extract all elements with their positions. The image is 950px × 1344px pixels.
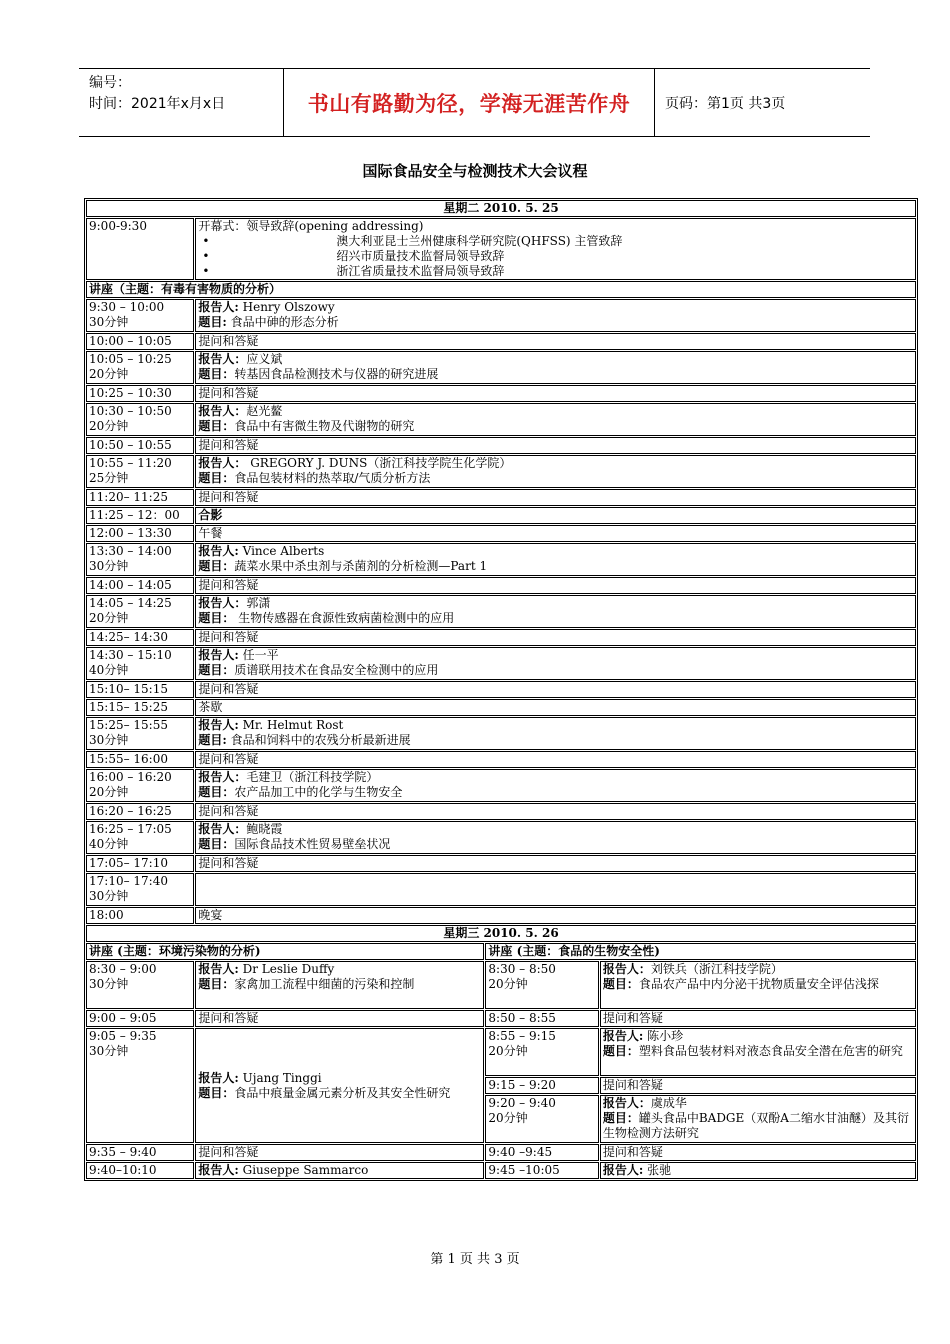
time-cell [86, 821, 194, 854]
speaker: 报告人：刘铁兵（浙江科技学院） [602, 962, 783, 976]
talk-cell [195, 647, 916, 680]
time-cell [86, 1162, 194, 1179]
day1-heading: 星期二 2010. 5. 25 [86, 200, 916, 217]
talk-row [86, 299, 916, 332]
agenda-row [86, 333, 916, 350]
time-cell [86, 1144, 194, 1161]
time-range: 14:30 – 15:10 [89, 648, 172, 662]
day2-heading-row [86, 925, 916, 942]
time-cell [86, 803, 194, 820]
field-prefix: 报告人: [602, 1029, 644, 1043]
speaker: 报告人: Henry Olszowy [198, 300, 335, 314]
time-cell [86, 543, 194, 576]
time-cell [86, 961, 194, 1009]
field-prefix: 报告人： [198, 770, 247, 784]
field-prefix: 报告人: [198, 962, 239, 976]
bullet-text: 澳大利亚昆士兰州健康科学研究院(QHFSS) 主管致辞 [336, 234, 623, 248]
header-slogan: 书山有路勤为径，学海无涯苦作舟 [283, 69, 655, 136]
activity-cell: 合影 [195, 507, 916, 524]
activity-cell: 提问和答疑 [195, 803, 916, 820]
talk-title: 题目: 食品和饲料中的农残分析最新进展 [198, 733, 411, 747]
agenda-row [86, 525, 916, 542]
field-prefix: 题目： [198, 837, 235, 851]
activity-cell: 提问和答疑 [195, 1144, 484, 1161]
opening-title: 开幕式：领导致辞(opening addressing) [198, 219, 424, 233]
field-prefix: 题目： [198, 663, 235, 677]
talk-title: 题目：转基因食品检测技术与仪器的研究进展 [198, 367, 439, 381]
activity-cell: 提问和答疑 [195, 855, 916, 872]
bullet-text: 绍兴市质量技术监督局领导致辞 [336, 249, 505, 263]
talk-title: 题目：家禽加工流程中细菌的污染和控制 [198, 977, 415, 991]
agenda-row [86, 681, 916, 698]
time-range: 15:25– 15:55 [89, 718, 168, 732]
time-cell [86, 525, 194, 542]
opening-bullet [198, 264, 913, 279]
talk-cell [195, 873, 916, 906]
agenda-row [86, 907, 916, 924]
speaker: 报告人：郭潇 [198, 596, 271, 610]
agenda-row [86, 751, 916, 768]
field-prefix: 报告人: [198, 648, 239, 662]
time-cell [86, 385, 194, 402]
time-range: 9:00 – 9:05 [89, 1011, 157, 1025]
time-range: 8:30 – 9:00 [89, 962, 157, 976]
time-range: 14:25– 14:30 [89, 630, 168, 644]
time-cell [86, 855, 194, 872]
day1-heading-row [86, 200, 916, 217]
activity-cell: 提问和答疑 [195, 681, 916, 698]
time-cell [485, 1144, 598, 1161]
agenda-body [86, 200, 916, 1179]
talk-cell [195, 543, 916, 576]
time-range: 15:10– 15:15 [89, 682, 168, 696]
time-range: 13:30 – 14:00 [89, 544, 172, 558]
session-title-row [86, 281, 916, 298]
time-range: 12:00 – 13:30 [89, 526, 172, 540]
day2-row-g [86, 1162, 916, 1179]
talk-cell [195, 351, 916, 384]
talk-cell [600, 1095, 916, 1143]
time-range: 17:10– 17:40 [89, 874, 168, 888]
duration: 20分钟 [488, 1044, 528, 1058]
agenda-row [86, 577, 916, 594]
time-range: 10:50 – 10:55 [89, 438, 172, 452]
duration: 20分钟 [89, 419, 129, 433]
time-cell [86, 595, 194, 628]
time-cell [86, 577, 194, 594]
activity-cell: 提问和答疑 [195, 385, 916, 402]
field-prefix: 报告人： [198, 404, 247, 418]
talk-cell [195, 1028, 484, 1143]
talk-cell [195, 455, 916, 488]
talk-cell [600, 1028, 916, 1076]
talk-cell [195, 1162, 484, 1179]
time-cell [86, 455, 194, 488]
talk-title: 题目：食品中有害微生物及代谢物的研究 [198, 419, 415, 433]
header-meta [79, 69, 283, 136]
time-cell [86, 717, 194, 750]
talk-title: 题目： 生物传感器在食源性致病菌检测中的应用 [198, 611, 455, 625]
time-cell [86, 647, 194, 680]
field-prefix: 题目： [198, 559, 235, 573]
speaker: 报告人: Dr Leslie Duffy [198, 962, 335, 976]
talk-row [86, 543, 916, 576]
time-range: 10:55 – 11:20 [89, 456, 172, 470]
field-prefix: 报告人： [602, 1096, 651, 1110]
field-prefix: 报告人： [602, 962, 651, 976]
time-cell [86, 699, 194, 716]
speaker: 报告人: Mr. Helmut Rost [198, 718, 344, 732]
time-cell [86, 299, 194, 332]
activity-cell: 提问和答疑 [195, 1010, 484, 1027]
time-range: 8:55 – 9:15 [488, 1029, 556, 1043]
time-range: 16:20 – 16:25 [89, 804, 172, 818]
speaker: 报告人: Giuseppe Sammarco [198, 1163, 369, 1177]
talk-row [86, 595, 916, 628]
day2-row-f [86, 1144, 916, 1161]
talk-title: 题目：农产品加工中的化学与生物安全 [198, 785, 403, 799]
duration: 20分钟 [488, 977, 528, 991]
field-prefix: 报告人: [198, 1163, 239, 1177]
time-range: 8:30 – 8:50 [488, 962, 556, 976]
talk-title: 题目：食品中痕量金属元素分析及其安全性研究 [198, 1085, 451, 1100]
time-range: 10:25 – 10:30 [89, 386, 172, 400]
session-title: 讲座（主题：有毒有害物质的分析） [86, 281, 916, 298]
time-range: 10:00 – 10:05 [89, 334, 172, 348]
duration: 20分钟 [89, 611, 129, 625]
time-range: 15:15– 15:25 [89, 700, 168, 714]
bullet-icon: • [202, 249, 210, 263]
activity-cell: 提问和答疑 [195, 489, 916, 506]
speaker: 报告人: 任一平 [198, 648, 279, 662]
activity-cell: 提问和答疑 [195, 629, 916, 646]
activity-cell: 午餐 [195, 525, 916, 542]
field-prefix: 题目: [198, 315, 227, 329]
bullet-text: 浙江省质量技术监督局领导致辞 [336, 264, 505, 278]
time-range: 9:15 – 9:20 [488, 1078, 556, 1092]
talk-row [86, 821, 916, 854]
field-prefix: 题目： [198, 1085, 235, 1100]
activity-cell: 晚宴 [195, 907, 916, 924]
field-prefix: 报告人： [198, 822, 247, 836]
day2-session-row [86, 943, 916, 960]
time-cell [86, 681, 194, 698]
opening-time: 9:00-9:30 [86, 218, 194, 280]
field-prefix: 报告人: [602, 1163, 644, 1177]
speaker: 报告人：虞成华 [602, 1096, 687, 1110]
talk-row [86, 769, 916, 802]
time-range: 10:30 – 10:50 [89, 404, 172, 418]
field-prefix: 题目： [602, 1044, 639, 1058]
speaker: 报告人：应义斌 [198, 352, 283, 366]
number-label: 编号： [89, 75, 131, 91]
activity-cell: 提问和答疑 [600, 1077, 916, 1094]
time-range: 9:40–10:10 [89, 1163, 157, 1177]
bullet-icon: • [202, 264, 210, 278]
speaker: 报告人: 陈小珍 [602, 1029, 684, 1043]
talk-row [86, 717, 916, 750]
duration: 20分钟 [89, 367, 129, 381]
duration: 30分钟 [89, 889, 129, 903]
page-footer: 第 1 页 共 3 页 [430, 1252, 520, 1267]
field-prefix: 报告人： [198, 596, 247, 610]
talk-row [86, 873, 916, 906]
session-left-title: 讲座 (主题：环境污染物的分析) [86, 943, 484, 960]
talk-row [86, 647, 916, 680]
activity-cell: 提问和答疑 [195, 751, 916, 768]
time-range: 8:50 – 8:55 [488, 1011, 556, 1025]
time-range: 16:00 – 16:20 [89, 770, 172, 784]
field-prefix: 报告人: [198, 1070, 239, 1085]
time-cell [86, 769, 194, 802]
time-cell [485, 1077, 598, 1094]
duration: 30分钟 [89, 315, 129, 329]
time-range: 16:25 – 17:05 [89, 822, 172, 836]
time-cell [485, 1095, 598, 1143]
field-prefix: 题目： [198, 611, 235, 625]
time-cell [86, 751, 194, 768]
agenda-table [84, 198, 918, 1181]
talk-title: 题目：罐头食品中BADGE（双酚A二缩水甘油醚）及其衍生物检测方法研究 [602, 1111, 909, 1140]
talk-title: 题目: 食品中砷的形态分析 [198, 315, 339, 329]
activity-cell: 提问和答疑 [195, 577, 916, 594]
field-prefix: 题目: [198, 733, 227, 747]
field-prefix: 报告人： [198, 352, 247, 366]
header-page-label: 页码：第1页 共3页 [665, 95, 786, 112]
time-range: 14:05 – 14:25 [89, 596, 172, 610]
time-cell [86, 629, 194, 646]
time-range: 9:30 – 10:00 [89, 300, 165, 314]
time-cell [86, 333, 194, 350]
talk-cell [195, 403, 916, 436]
opening-content [195, 218, 916, 280]
field-prefix: 报告人： [198, 456, 247, 470]
talk-title: 题目：国际食品技术性贸易壁垒状况 [198, 837, 391, 851]
duration: 20分钟 [488, 1111, 528, 1125]
talk-row [86, 455, 916, 488]
time-cell [485, 961, 598, 1009]
duration: 30分钟 [89, 1044, 129, 1058]
time-range: 15:55– 16:00 [89, 752, 168, 766]
time-range: 9:35 – 9:40 [89, 1145, 157, 1159]
time-cell [86, 489, 194, 506]
field-prefix: 题目： [198, 977, 235, 991]
agenda-row [86, 507, 916, 524]
time-range: 17:05– 17:10 [89, 856, 168, 870]
bullet-icon: • [202, 234, 210, 248]
activity-cell: 提问和答疑 [600, 1144, 916, 1161]
speaker: 报告人: 张驰 [602, 1163, 672, 1177]
time-cell [485, 1028, 598, 1076]
activity-cell: 提问和答疑 [195, 333, 916, 350]
time-cell [86, 873, 194, 906]
field-prefix: 题目： [198, 419, 235, 433]
duration: 20分钟 [89, 785, 129, 799]
time-range: 14:00 – 14:05 [89, 578, 172, 592]
talk-title: 题目：食品农产品中内分泌干扰物质量安全评估浅探 [602, 977, 879, 991]
speaker: 报告人：赵光鳌 [198, 404, 283, 418]
time-range: 9:05 – 9:35 [89, 1029, 157, 1043]
speaker: 报告人： GREGORY J. DUNS（浙江科技学院生化学院） [198, 456, 512, 470]
field-prefix: 题目： [198, 367, 235, 381]
duration: 30分钟 [89, 559, 129, 573]
session-right-title: 讲座 (主题：食品的生物安全性) [485, 943, 916, 960]
duration: 30分钟 [89, 733, 129, 747]
time-cell [86, 1028, 194, 1143]
time-label: 时间：2021年x月x日 [89, 96, 226, 112]
time-cell [86, 351, 194, 384]
day2-heading: 星期三 2010. 5. 26 [86, 925, 916, 942]
time-range: 9:20 – 9:40 [488, 1096, 556, 1110]
time-range: 10:05 – 10:25 [89, 352, 172, 366]
opening-bullet [198, 249, 913, 264]
talk-title: 题目：塑料食品包装材料对液态食品安全潜在危害的研究 [602, 1044, 903, 1058]
time-range: 11:20– 11:25 [89, 490, 168, 504]
agenda-row [86, 629, 916, 646]
page-header [79, 68, 870, 137]
agenda-row [86, 699, 916, 716]
talk-cell [195, 717, 916, 750]
opening-bullet [198, 234, 913, 249]
talk-title: 题目：蔬菜水果中杀虫剂与杀菌剂的分析检测—Part 1 [198, 559, 488, 573]
field-prefix: 题目： [602, 1111, 639, 1125]
day2-row-c [86, 1028, 916, 1076]
day2-row-b [86, 1010, 916, 1027]
time-cell [86, 507, 194, 524]
time-range: 9:40 –9:45 [488, 1145, 553, 1159]
talk-cell [195, 595, 916, 628]
agenda-row [86, 385, 916, 402]
agenda-row [86, 855, 916, 872]
talk-cell [195, 961, 484, 1009]
time-cell [86, 403, 194, 436]
field-prefix: 题目： [602, 977, 639, 991]
field-prefix: 报告人: [198, 300, 239, 314]
talk-cell [195, 769, 916, 802]
talk-cell [195, 299, 916, 332]
agenda-row [86, 803, 916, 820]
talk-row [86, 403, 916, 436]
field-prefix: 报告人: [198, 544, 239, 558]
field-prefix: 报告人: [198, 718, 239, 732]
talk-title: 题目：质谱联用技术在食品安全检测中的应用 [198, 663, 439, 677]
time-range: 18:00 [89, 908, 124, 922]
time-cell [86, 907, 194, 924]
time-cell [86, 437, 194, 454]
time-range: 11:25 – 12：00 [89, 508, 180, 522]
activity-cell: 提问和答疑 [195, 437, 916, 454]
time-cell [485, 1010, 598, 1027]
opening-row [86, 218, 916, 280]
time-cell [86, 1010, 194, 1027]
activity-cell: 提问和答疑 [600, 1010, 916, 1027]
duration: 25分钟 [89, 471, 129, 485]
duration: 30分钟 [89, 977, 129, 991]
speaker: 报告人：鲍晓霞 [198, 822, 283, 836]
talk-cell [600, 961, 916, 1009]
activity-cell: 茶歇 [195, 699, 916, 716]
agenda-row [86, 489, 916, 506]
document-title: 国际食品安全与检测技术大会议程 [362, 162, 588, 180]
duration: 40分钟 [89, 837, 129, 851]
agenda-row [86, 437, 916, 454]
speaker: 报告人: Vince Alberts [198, 544, 325, 558]
field-prefix: 题目： [198, 471, 235, 485]
speaker: 报告人: Ujang Tinggi [198, 1070, 322, 1085]
talk-cell [600, 1162, 916, 1179]
speaker: 报告人：毛建卫（浙江科技学院） [198, 770, 379, 784]
talk-cell [195, 821, 916, 854]
time-cell [485, 1162, 598, 1179]
talk-row [86, 351, 916, 384]
day2-row-a [86, 961, 916, 1009]
talk-title: 题目：食品包装材料的热萃取/气质分析方法 [198, 471, 431, 485]
time-range: 9:45 –10:05 [488, 1163, 560, 1177]
field-prefix: 题目： [198, 785, 235, 799]
duration: 40分钟 [89, 663, 129, 677]
